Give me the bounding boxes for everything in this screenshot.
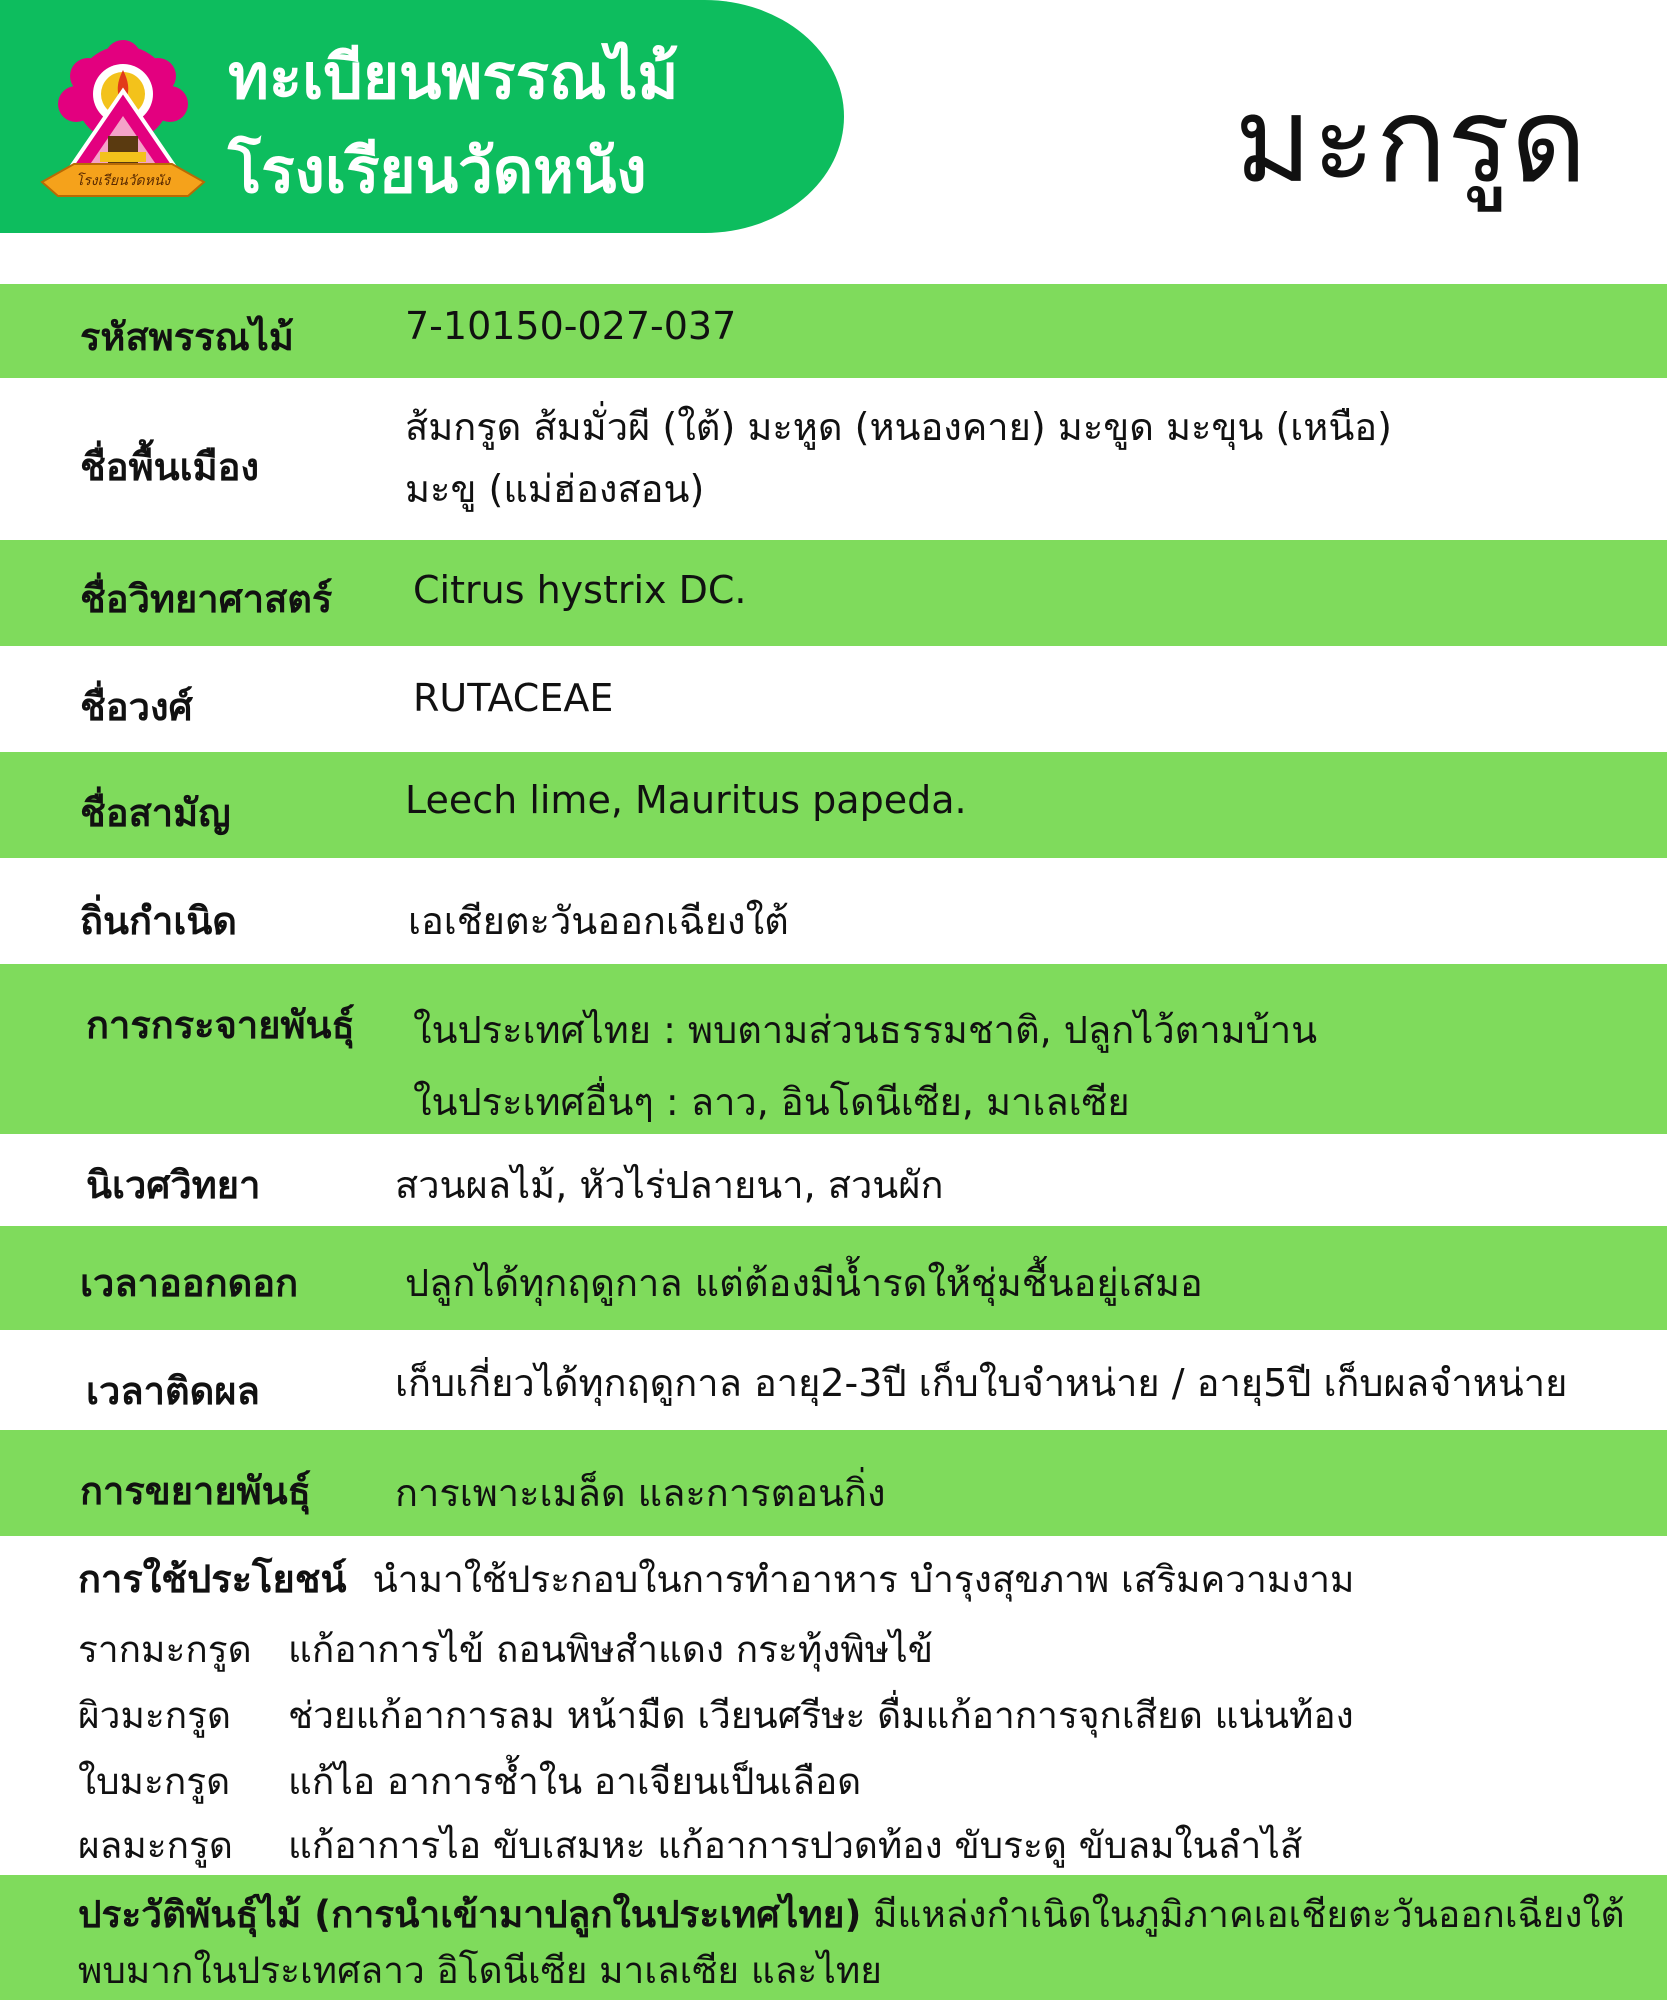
- use-item-text: ช่วยแก้อาการลม หน้ามืด เวียนศรีษะ ดื่มแก้อาการจุกเสียด แน่นท้อง: [288, 1694, 1354, 1737]
- school-title: [228, 30, 678, 218]
- plant-name-heading: มะกรูด: [1234, 71, 1587, 209]
- row-family-name: [0, 646, 1667, 752]
- row-label: ชื่อวงศ์: [80, 685, 193, 729]
- school-title-line-2: โรงเรียนวัดหนัง: [228, 134, 647, 207]
- row-value-line: Leech lime, Mauritus papeda.: [405, 778, 967, 822]
- row-ecology: [0, 1134, 1667, 1226]
- use-item-part: รากมะกรูด: [78, 1628, 252, 1671]
- row-value: [405, 778, 967, 822]
- row-value: [413, 568, 746, 612]
- row-local-names: [0, 378, 1667, 540]
- row-value-line: สวนผลไม้, หัวไร่ปลายนา, สวนผัก: [395, 1163, 944, 1207]
- row-value-line: 7-10150-027-037: [405, 304, 737, 348]
- row-label: ชื่อพื้นเมือง: [80, 445, 260, 489]
- uses-label: การใช้ประโยชน์: [78, 1557, 347, 1601]
- row-value-line: เอเชียตะวันออกเฉียงใต้: [408, 899, 789, 943]
- use-item-fruit: [78, 1816, 1303, 1875]
- row-label: ชื่อสามัญ: [80, 791, 231, 835]
- row-value: [405, 1252, 1203, 1313]
- row-value-line: ในประเทศอื่นๆ : ลาว, อินโดนีเซีย, มาเลเซีย: [413, 1080, 1130, 1124]
- uses-heading: [78, 1548, 1354, 1609]
- row-flowering-time: [0, 1226, 1667, 1330]
- row-label: การขยายพันธุ์: [80, 1469, 311, 1513]
- row-value-line: Citrus hystrix DC.: [413, 568, 747, 612]
- row-value: [413, 676, 613, 720]
- row-value: [405, 396, 1392, 520]
- row-value-line: การเพาะเมล็ด และการตอนกิ่ง: [395, 1471, 886, 1515]
- row-propagation: [0, 1430, 1667, 1536]
- row-value: [405, 304, 736, 348]
- use-item-leaf: [78, 1752, 861, 1811]
- school-title-line-1: ทะเบียนพรรณไม้: [228, 40, 679, 113]
- row-value-line: เก็บเกี่ยวได้ทุกฤดูกาล อายุ2-3ปี เก็บใบจำหน่าย / อายุ5ปี เก็บผลจำหน่าย: [395, 1361, 1568, 1405]
- row-value: [395, 1154, 944, 1215]
- use-item-part: ใบมะกรูด: [78, 1760, 231, 1803]
- row-value: [408, 890, 789, 951]
- row-value-line: ในประเทศไทย : พบตามส่วนธรรมชาติ, ปลูกไว้ตามบ้าน: [413, 1008, 1318, 1052]
- history-section: [0, 1875, 1667, 2000]
- row-value-line: มะขู (แม่ฮ่องสอน): [405, 467, 705, 511]
- row-label: รหัสพรรณไม้: [80, 315, 294, 359]
- use-item-root: [78, 1620, 933, 1679]
- row-label: ถิ่นกำเนิด: [80, 899, 237, 943]
- row-value-line: ส้มกรูด ส้มมั่วผี (ใต้) มะหูด (หนองคาย) มะขูด มะขุน (เหนือ): [405, 405, 1392, 449]
- row-distribution: [0, 964, 1667, 1134]
- row-label: เวลาติดผล: [86, 1369, 260, 1413]
- row-label: เวลาออกดอก: [80, 1261, 299, 1305]
- uses-summary: นำมาใช้ประกอบในการทำอาหาร บำรุงสุขภาพ เสริมความงาม: [372, 1558, 1355, 1601]
- row-label: นิเวศวิทยา: [86, 1163, 261, 1207]
- row-origin: [0, 858, 1667, 964]
- school-logo: [38, 36, 208, 206]
- logo-ribbon-text: โรงเรียนวัดหนัง: [75, 173, 171, 189]
- use-item-part: ผลมะกรูด: [78, 1824, 233, 1867]
- use-item-text: แก้อาการไข้ ถอนพิษสำแดง กระทุ้งพิษไข้: [288, 1628, 934, 1671]
- row-label: ชื่อวิทยาศาสตร์: [80, 577, 333, 621]
- history-text: มีแหล่งกำเนิดในภูมิภาคเอเชียตะวันออกเฉียงใต้ พบมากในประเทศลาว อิโดนีเซีย มาเลเซีย และไทย: [78, 1893, 1625, 1992]
- row-value: [395, 1352, 1567, 1413]
- row-label: การกระจายพันธุ์: [86, 1003, 355, 1047]
- row-value-line: ปลูกได้ทุกฤดูกาล แต่ต้องมีน้ำรดให้ชุ่มชื้นอยู่เสมอ: [405, 1261, 1203, 1305]
- use-item-text: แก้ไอ อาการช้ำใน อาเจียนเป็นเลือด: [288, 1760, 862, 1803]
- row-fruiting-time: [0, 1330, 1667, 1430]
- use-item-part: ผิวมะกรูด: [78, 1694, 232, 1737]
- row-plant-code: [0, 284, 1667, 378]
- row-scientific-name: [0, 540, 1667, 646]
- row-value: [395, 1462, 886, 1523]
- row-common-name: [0, 752, 1667, 858]
- use-item-peel: [78, 1686, 1354, 1745]
- history-label: ประวัติพันธุ์ไม้ (การนำเข้ามาปลูกในประเทศไทย): [78, 1893, 862, 1936]
- row-value-line: RUTACEAE: [413, 676, 614, 720]
- use-item-text: แก้อาการไอ ขับเสมหะ แก้อาการปวดท้อง ขับระดู ขับลมในลำไส้: [288, 1824, 1303, 1867]
- row-value: [413, 994, 1317, 1138]
